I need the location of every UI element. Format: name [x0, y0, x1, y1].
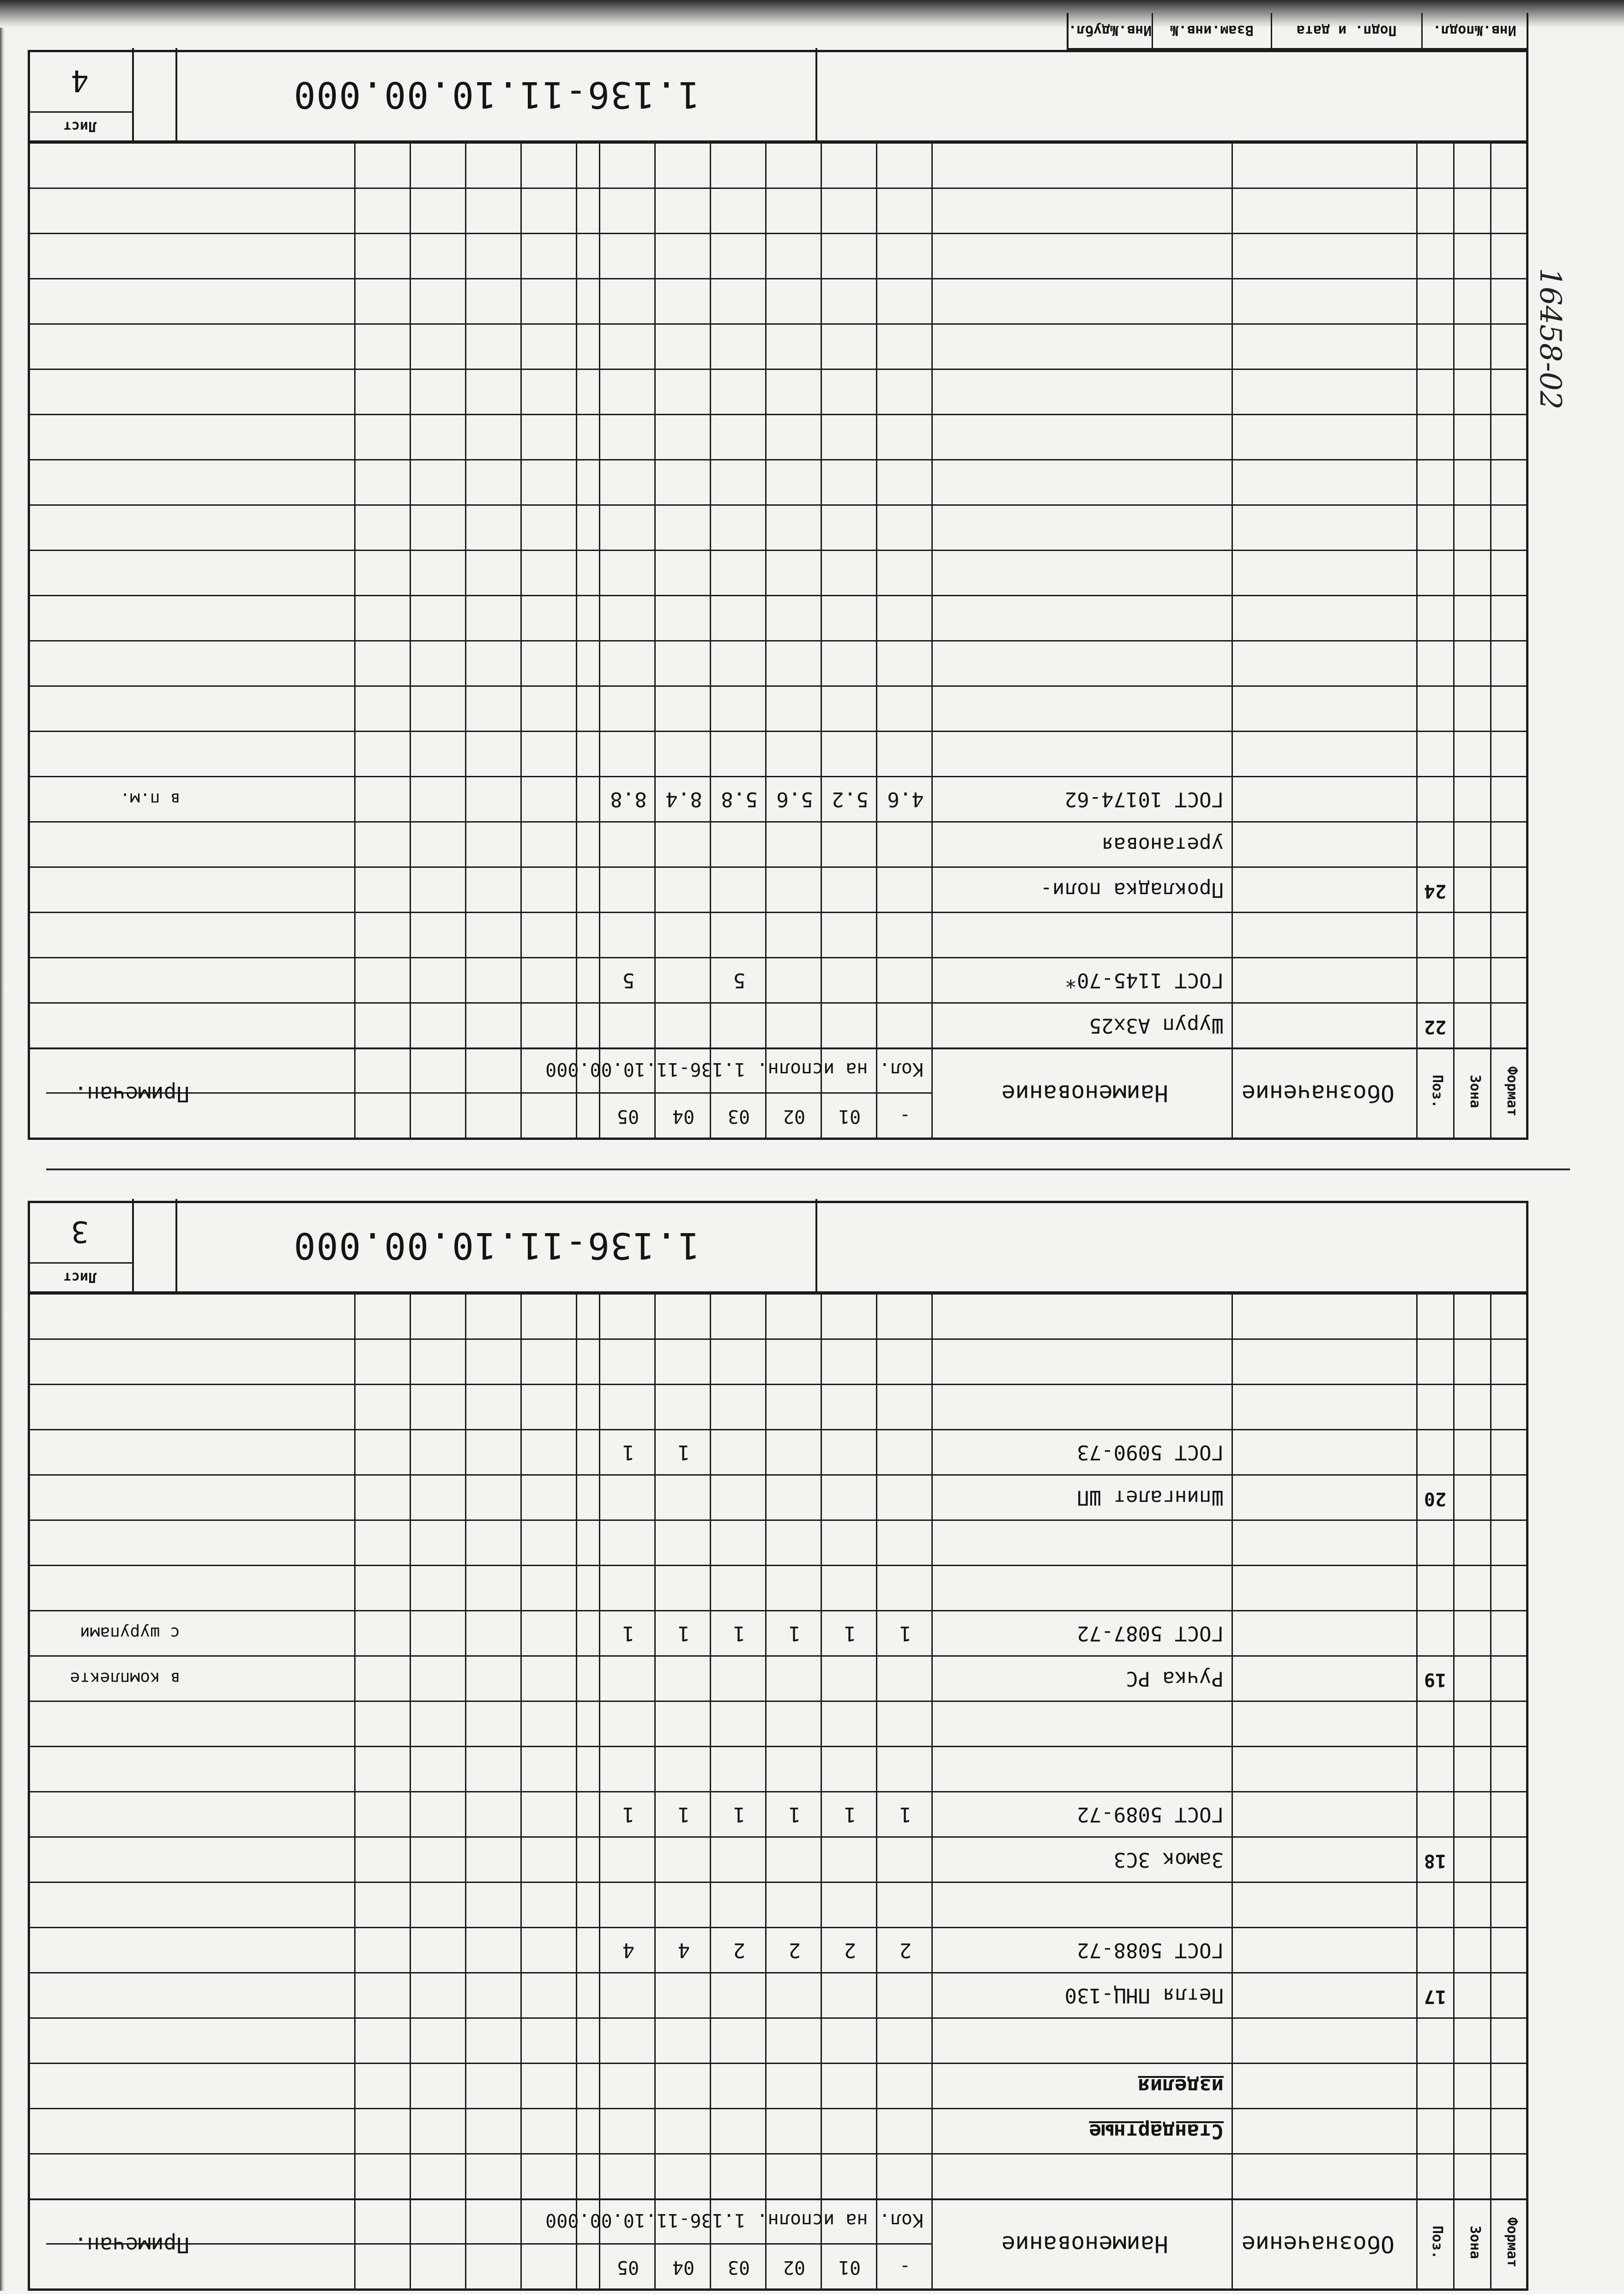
table-row — [28, 821, 1528, 866]
row-name: ГОСТ 5087-72 — [1077, 1622, 1224, 1645]
row-name: Замок ЗС3 — [1113, 1848, 1224, 1871]
row-quantity: 1 — [622, 1622, 635, 1645]
row-name: ГОСТ 5090-73 — [1077, 1441, 1224, 1464]
document-code: 1.136-11.10.00.000 — [175, 48, 817, 140]
sheet-number-box — [28, 1199, 134, 1291]
row-position: 22 — [1424, 1016, 1447, 1037]
table-row — [28, 776, 1528, 821]
table-row — [28, 233, 1528, 278]
table-row — [28, 1746, 1528, 1791]
row-quantity: 5.2 — [832, 787, 869, 811]
table-row — [28, 2153, 1528, 2198]
header-variant-4: 04 — [672, 1106, 695, 1127]
row-quantity: 1 — [788, 1803, 801, 1826]
table-row — [28, 640, 1528, 685]
header-format: Формат — [1504, 1066, 1520, 1117]
row-quantity: 2 — [899, 1938, 912, 1962]
table-row — [28, 2063, 1528, 2108]
table-row — [28, 2017, 1528, 2063]
row-quantity: 1 — [844, 1622, 857, 1645]
row-name: Ручка РС — [1126, 1667, 1224, 1690]
row-name: ГОСТ 5088-72 — [1077, 1938, 1224, 1962]
row-quantity: 4.6 — [887, 787, 924, 811]
approval-stamp-strip — [1067, 13, 1528, 50]
table-row — [28, 1836, 1528, 1882]
table-row — [28, 731, 1528, 776]
table-row — [28, 1927, 1528, 1972]
row-position: 20 — [1424, 1488, 1447, 1509]
header-note: Примечан. — [74, 2233, 189, 2258]
row-quantity: 5.6 — [776, 787, 813, 811]
row-quantity: 1 — [677, 1803, 690, 1826]
row-quantity: 2 — [788, 1938, 801, 1962]
row-quantity: 5 — [622, 968, 635, 992]
table-row — [28, 912, 1528, 957]
row-quantity: 5 — [733, 968, 746, 992]
header-variant-1: 01 — [838, 2257, 861, 2278]
header-name: Наименование — [1001, 1080, 1168, 1107]
table-row — [28, 550, 1528, 595]
row-note: в комплекте — [70, 1669, 180, 1688]
header-note: Примечан. — [74, 1082, 189, 1107]
header-variant-4: 04 — [672, 2257, 695, 2278]
table-row — [28, 142, 1528, 188]
row-note: с шурупами — [80, 1623, 180, 1642]
header-variant-code: Кол. на исполн. 1.136-11.10.00.000 — [545, 1059, 924, 1080]
stamp-cell: Подп. и дата — [1271, 13, 1421, 48]
header-zone: Зона — [1467, 2225, 1483, 2259]
row-quantity: 1 — [622, 1441, 635, 1464]
row-name: ГОСТ 5089-72 — [1077, 1803, 1224, 1826]
table-row — [28, 1565, 1528, 1610]
row-quantity: 1 — [677, 1441, 690, 1464]
document-code: 1.136-11.10.00.000 — [175, 1199, 817, 1291]
table-row — [28, 1610, 1528, 1655]
row-name: уретановая — [1101, 833, 1224, 856]
header-format: Формат — [1504, 2217, 1520, 2268]
row-name: Шуруп А3х25 — [1089, 1014, 1224, 1037]
row-quantity: 1 — [733, 1803, 746, 1826]
table-row — [28, 1293, 1528, 1338]
row-name: ГОСТ 10174-62 — [1064, 787, 1224, 811]
header-variant-code: Кол. на исполн. 1.136-11.10.00.000 — [545, 2209, 924, 2231]
header-variant-2: 02 — [783, 1106, 806, 1127]
row-quantity: 1 — [677, 1622, 690, 1645]
table-row — [28, 1791, 1528, 1836]
header-variant-0: - — [899, 2257, 911, 2278]
row-name: Шпингалет ШП — [1077, 1486, 1224, 1509]
header-variant-3: 03 — [727, 1106, 750, 1127]
sheet-divider — [46, 1168, 1570, 1170]
table-row — [28, 414, 1528, 459]
row-quantity: 4 — [677, 1938, 690, 1962]
table-row — [28, 504, 1528, 550]
row-position: 18 — [1424, 1850, 1447, 1871]
sheet-label: Лист — [28, 111, 132, 140]
row-position: 24 — [1424, 880, 1447, 902]
row-name: изделия — [1138, 2074, 1224, 2098]
header-designation: Обозначение — [1241, 2231, 1395, 2258]
table-row — [28, 685, 1528, 731]
header-name: Наименование — [1001, 2231, 1168, 2258]
row-position: 17 — [1424, 1986, 1447, 2007]
row-name: Стандартные — [1089, 2119, 1224, 2143]
header-pos: Поз. — [1429, 1074, 1445, 1108]
row-position: 19 — [1424, 1669, 1447, 1690]
table-row — [28, 1882, 1528, 1927]
handwritten-archive-number: 16458-02 — [1533, 268, 1567, 410]
table-row — [28, 957, 1528, 1002]
row-quantity: 1 — [899, 1622, 912, 1645]
table-row — [28, 1338, 1528, 1384]
row-quantity: 1 — [733, 1622, 746, 1645]
table-row — [28, 1701, 1528, 1746]
scan-edge-left — [0, 28, 5, 2291]
table-row — [28, 1655, 1528, 1701]
row-quantity: 2 — [733, 1938, 746, 1962]
row-quantity: 1 — [788, 1622, 801, 1645]
sheet-label: Лист — [28, 1262, 132, 1291]
header-variant-1: 01 — [838, 1106, 861, 1127]
row-quantity: 8.4 — [665, 787, 702, 811]
specification-sheet-4 — [28, 22, 1528, 1140]
table-row — [28, 866, 1528, 912]
row-name: ГОСТ 1145-70* — [1064, 968, 1224, 992]
header-zone: Зона — [1467, 1074, 1483, 1108]
row-quantity: 4 — [622, 1938, 635, 1962]
header-variant-5: 05 — [616, 2257, 640, 2278]
row-quantity: 1 — [622, 1803, 635, 1826]
table-row — [28, 2108, 1528, 2153]
table-row — [28, 1384, 1528, 1429]
header-variant-2: 02 — [783, 2257, 806, 2278]
table-row — [28, 1519, 1528, 1565]
title-block — [28, 50, 1528, 142]
row-quantity: 5.8 — [721, 787, 758, 811]
table-row — [28, 369, 1528, 414]
header-variant-0: - — [899, 1106, 911, 1127]
stamp-cell: Взам.инв.№ — [1152, 13, 1271, 48]
title-block — [28, 1201, 1528, 1293]
row-quantity: 1 — [899, 1803, 912, 1826]
table-row — [28, 1972, 1528, 2017]
specification-sheet-3 — [28, 1201, 1528, 2291]
sheet-number-box — [28, 48, 134, 140]
row-quantity: 1 — [844, 1803, 857, 1826]
row-quantity: 2 — [844, 1938, 857, 1962]
header-variant-5: 05 — [616, 1106, 640, 1127]
stamp-cell: Инв.№дубл. — [1068, 22, 1152, 39]
sheet-number: 3 — [71, 1214, 89, 1248]
row-quantity: 8.8 — [610, 787, 647, 811]
stamp-cell: Инв.№подл. — [1421, 13, 1527, 48]
row-note: в п.м. — [120, 789, 180, 808]
sheet-number: 4 — [71, 63, 89, 97]
table-row — [28, 1002, 1528, 1047]
header-variant-3: 03 — [727, 2257, 750, 2278]
table-row — [28, 595, 1528, 640]
header-designation: Обозначение — [1241, 1080, 1395, 1107]
table-row — [28, 323, 1528, 369]
table-row — [28, 188, 1528, 233]
table-row — [28, 1474, 1528, 1519]
table-row — [28, 1429, 1528, 1474]
row-name: Прокладка поли- — [1040, 878, 1224, 902]
header-pos: Поз. — [1429, 2225, 1445, 2259]
row-name: Петля ПНЦ-130 — [1064, 1984, 1224, 2007]
table-row — [28, 459, 1528, 504]
table-row — [28, 278, 1528, 323]
